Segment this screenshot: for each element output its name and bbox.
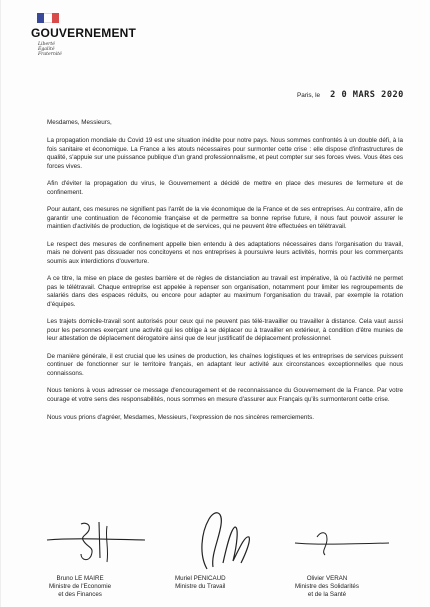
signatory-name: Bruno LE MAIRE <box>56 575 104 582</box>
date-stamp: 2 0 MARS 2020 <box>330 90 404 100</box>
french-flag-icon <box>37 13 59 23</box>
signatory-name: Olivier VERAN <box>306 575 348 582</box>
motto-line: Fraternité <box>38 52 62 57</box>
paragraph: De manière générale, il est crucial que les usines de production, les chaînes logistiques et les entreprises de services puissent continuer de fonctionner sur le territoire français, en adaptant leur activité aux circonstances exceptionnelles que nous connaissons. <box>47 352 403 377</box>
signature-veran <box>287 525 397 565</box>
motto-line: Liberté <box>38 42 55 47</box>
motto-line: Égalité <box>38 47 55 52</box>
signatory-title: Ministre des Solidarités <box>295 582 359 590</box>
signatory-title: et de la Santé <box>307 590 347 598</box>
paragraph: Nous vous prions d'agréer, Mesdames, Messieurs, l'expression de nos sincères remerciements. <box>47 413 314 421</box>
motto <box>38 42 136 57</box>
signatory-le-maire <box>49 575 111 598</box>
signature-le-maire <box>41 518 151 576</box>
paragraph: Pour autant, ces mesures ne signifient pas l'arrêt de la vie économique de la France et de ses entreprises. Au contraire, afin de garantir une continuation de l'économie française et de permettre sa bonne reprise future, il nous faut pouvoir assurer le maintien d'activités de production, de logistique et de services, qui ne peuvent être effectuées en télétravail. <box>47 206 403 231</box>
signature-penicaud <box>179 505 259 575</box>
paragraph: Afin d'éviter la propagation du virus, le Gouvernement a décidé de mettre en place des mesures de fermeture et de confinement. <box>47 180 403 196</box>
signatory-name: Muriel PENICAUD <box>175 575 226 582</box>
signatory-veran <box>295 575 359 598</box>
date-line <box>297 90 404 100</box>
paragraph: La propagation mondiale du Covid 19 est une situation inédite pour notre pays. Nous sommes confrontés à un double défi, à la fois sanitaire et économique. La France a les atouts nécessaires pour surmonter cette crise : elle dispose d'infrastructures de qualité, s'appuie sur une puissance publique d'un grand professionnalisme, et peut compter sur ses forces vives. Vous êtes ces forces vives. <box>47 137 403 170</box>
logo-title: GOUVERNEMENT <box>31 26 137 40</box>
signatory-title: Ministre de l'Economie <box>49 582 112 590</box>
government-logo <box>31 13 136 57</box>
paragraph: Les trajets domicile-travail sont autorisés pour ceux qui ne peuvent pas télé-travailler ou travailler à distance. Cela vaut aussi pour les personnes exerçant une activité qui les oblige à se déplacer ou à travailler en extérieur, à condition d'être munies de leur attestation de déplacement dérogatoire ainsi que de leur justificatif de déplacement professionnel. <box>47 318 403 343</box>
letter-body <box>47 119 403 431</box>
signatory-penicaud <box>175 575 226 591</box>
paragraph: Le respect des mesures de confinement appelle bien entendu à des adaptations nécessaires dans l'organisation du travail, mais ne doivent pas dissuader nos concitoyens et nos entreprises à poursuivre leurs activités, hormis pour les commerçants soumis aux interdictions d'ouverture. <box>47 240 403 265</box>
paragraph: A ce titre, la mise en place de gestes barrière et de règles de distanciation au travail est impérative, là où l'activité ne permet pas le télétravail. Chaque entreprise est appelée à repenser son organisation, notamment pour limiter les regroupements de salariés dans des espaces réduits, ou encore pour adapter au maximum l'organisation du travail, par exemple la rotation d'équipes. <box>47 275 403 308</box>
signatory-title: et des Finances <box>58 590 102 598</box>
date-city: Paris, le <box>297 92 321 99</box>
signatory-title: Ministre du Travail <box>175 582 226 590</box>
paragraph: Nous tenions à vous adresser ce message d'encouragement et de reconnaissance du Gouvernement de la France. Par votre courage et votre sens des responsabilités, nous sommes en mesure d'assurer aux Français qu'ils surmonteront cette crise. <box>47 387 403 403</box>
salutation: Mesdames, Messieurs, <box>47 119 112 126</box>
